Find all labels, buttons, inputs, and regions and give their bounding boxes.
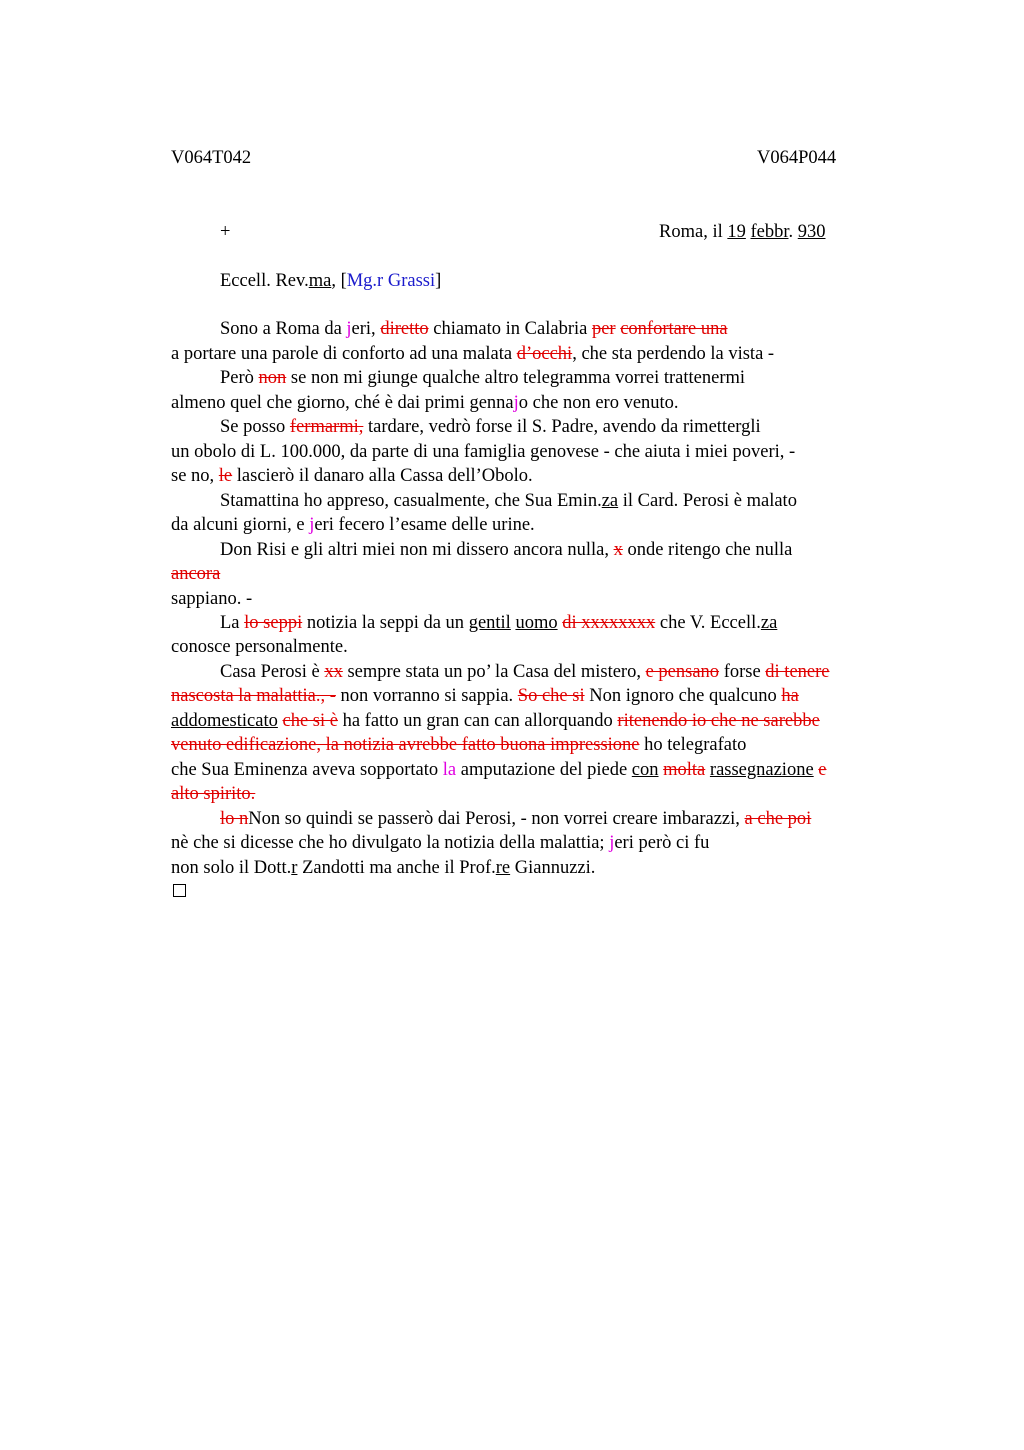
deleted-text: di tenere <box>765 662 830 682</box>
salutation-superscript: ma <box>308 271 332 291</box>
editorial-insertion: j <box>309 515 315 535</box>
salutation-text: Eccell. Rev. <box>220 271 309 291</box>
underlined-text: addomesticato <box>171 711 278 731</box>
text-line: non solo il Dott.r Zandotti ma anche il Prof.re Giannuzzi. <box>171 858 596 878</box>
deleted-text: lo seppi <box>244 613 303 633</box>
deleted-text: x <box>613 540 623 560</box>
deleted-text: ha <box>781 686 799 706</box>
date-dot: . <box>788 222 798 242</box>
deleted-text: alto spirito. <box>171 784 256 804</box>
deleted-text: xx <box>324 662 343 682</box>
deleted-text: e <box>818 760 827 780</box>
document-code-left: V064T042 <box>171 148 252 168</box>
deleted-text: che si è <box>282 711 338 731</box>
recipient-name: Mg.r Grassi <box>346 271 436 291</box>
deleted-text: So che si <box>517 686 585 706</box>
salutation-text: , [ <box>331 271 347 291</box>
date-prefix: Roma, il <box>659 222 728 242</box>
text-line: a portare una parole di conforto ad una malata d’occhi, che sta perdendo la vista - <box>171 344 775 364</box>
text-line: lo nNon so quindi se passerò dai Perosi, - non vorrei creare imbarazzi, a che poi <box>220 809 812 829</box>
text-line: sappiano. - <box>171 589 253 609</box>
date-day: 19 <box>727 222 746 242</box>
text-line: venuto edificazione, la notizia avrebbe fatto buona impressione ho telegrafato <box>171 735 747 755</box>
editorial-insertion: la <box>442 760 457 780</box>
underlined-text: re <box>495 858 511 878</box>
text-line: conosce personalmente. <box>171 637 348 657</box>
text-line: Però non se non mi giunge qualche altro telegramma vorrei trattenermi <box>220 368 746 388</box>
text-line: un obolo di L. 100.000, da parte di una famiglia genovese - che aiuta i miei poveri, - <box>171 442 796 462</box>
salutation-text: ] <box>435 271 442 291</box>
editorial-insertion: j <box>513 393 519 413</box>
end-marker-box <box>173 884 186 897</box>
text-line: addomesticato che si è ha fatto un gran can can allorquando ritenendo io che ne sarebbe <box>171 711 820 731</box>
deleted-text: molta <box>663 760 706 780</box>
text-line: nascosta la malattia., - non vorranno si sappia. So che si Non ignoro che qualcuno ha <box>171 686 799 706</box>
editorial-insertion: j <box>609 833 615 853</box>
underlined-text: za <box>760 613 778 633</box>
text-line: almeno quel che giorno, ché è dai primi gennajo che non ero venuto. <box>171 393 679 413</box>
text-line: se no, le lascierò il danaro alla Cassa dell’Obolo. <box>171 466 533 486</box>
text-line <box>171 563 220 585</box>
deleted-text: a che poi <box>744 809 812 829</box>
deleted-text: le <box>218 466 233 486</box>
text-line: che Sua Eminenza aveva sopportato la amputazione del piede con molta rassegnazione e <box>171 760 827 780</box>
text-line: Se posso fermarmi, tardare, vedrò forse il S. Padre, avendo da rimettergli <box>220 417 761 437</box>
deleted-text: ancora <box>171 564 221 584</box>
deleted-text: di xxxxxxxx <box>562 613 656 633</box>
deleted-text: e pensano <box>645 662 720 682</box>
date-month: febbr <box>750 222 789 242</box>
text-line: Casa Perosi è xx sempre stata un po’ la Casa del mistero, e pensano forse di tenere <box>220 662 830 682</box>
underlined-text: rassegnazione <box>709 760 814 780</box>
salutation <box>220 270 441 292</box>
deleted-text: d’occhi <box>516 344 573 364</box>
date-year: 930 <box>797 222 826 242</box>
deleted-text: ritenendo io che ne sarebbe <box>617 711 820 731</box>
deleted-text: non <box>258 368 287 388</box>
underlined-text: uomo <box>515 613 558 633</box>
text-line: da alcuni giorni, e jeri fecero l’esame delle urine. <box>171 515 535 535</box>
text-line: Stamattina ho appreso, casualmente, che Sua Emin.za il Card. Perosi è malato <box>220 491 797 511</box>
underlined-text: za <box>601 491 619 511</box>
document-code-right: V064P044 <box>757 148 837 168</box>
underlined-text: con <box>631 760 659 780</box>
underlined-text: gentil <box>468 613 511 633</box>
deleted-text: nascosta la malattia., - <box>171 686 336 706</box>
text-line <box>171 783 255 805</box>
editorial-insertion: j <box>346 319 352 339</box>
deleted-text: per <box>591 319 616 339</box>
text-line: Don Risi e gli altri miei non mi dissero ancora nulla, x onde ritengo che nulla <box>220 540 793 560</box>
text-line: nè che si dicesse che ho divulgato la notizia della malattia; jeri però ci fu <box>171 833 710 853</box>
date-line <box>659 221 826 243</box>
deleted-text: diretto <box>380 319 429 339</box>
deleted-text: venuto edificazione, la notizia avrebbe fatto buona impressione <box>171 735 640 755</box>
text-line: La lo seppi notizia la seppi da un gentil uomo di xxxxxxxx che V. Eccell.za <box>220 613 778 633</box>
cross-mark: + <box>220 222 231 242</box>
deleted-text: confortare una <box>620 319 728 339</box>
underlined-text: r <box>291 858 298 878</box>
deleted-text: fermarmi, <box>289 417 364 437</box>
deleted-text: lo n <box>220 809 249 829</box>
text-line: Sono a Roma da jeri, diretto chiamato in Calabria per confortare una <box>220 319 728 339</box>
